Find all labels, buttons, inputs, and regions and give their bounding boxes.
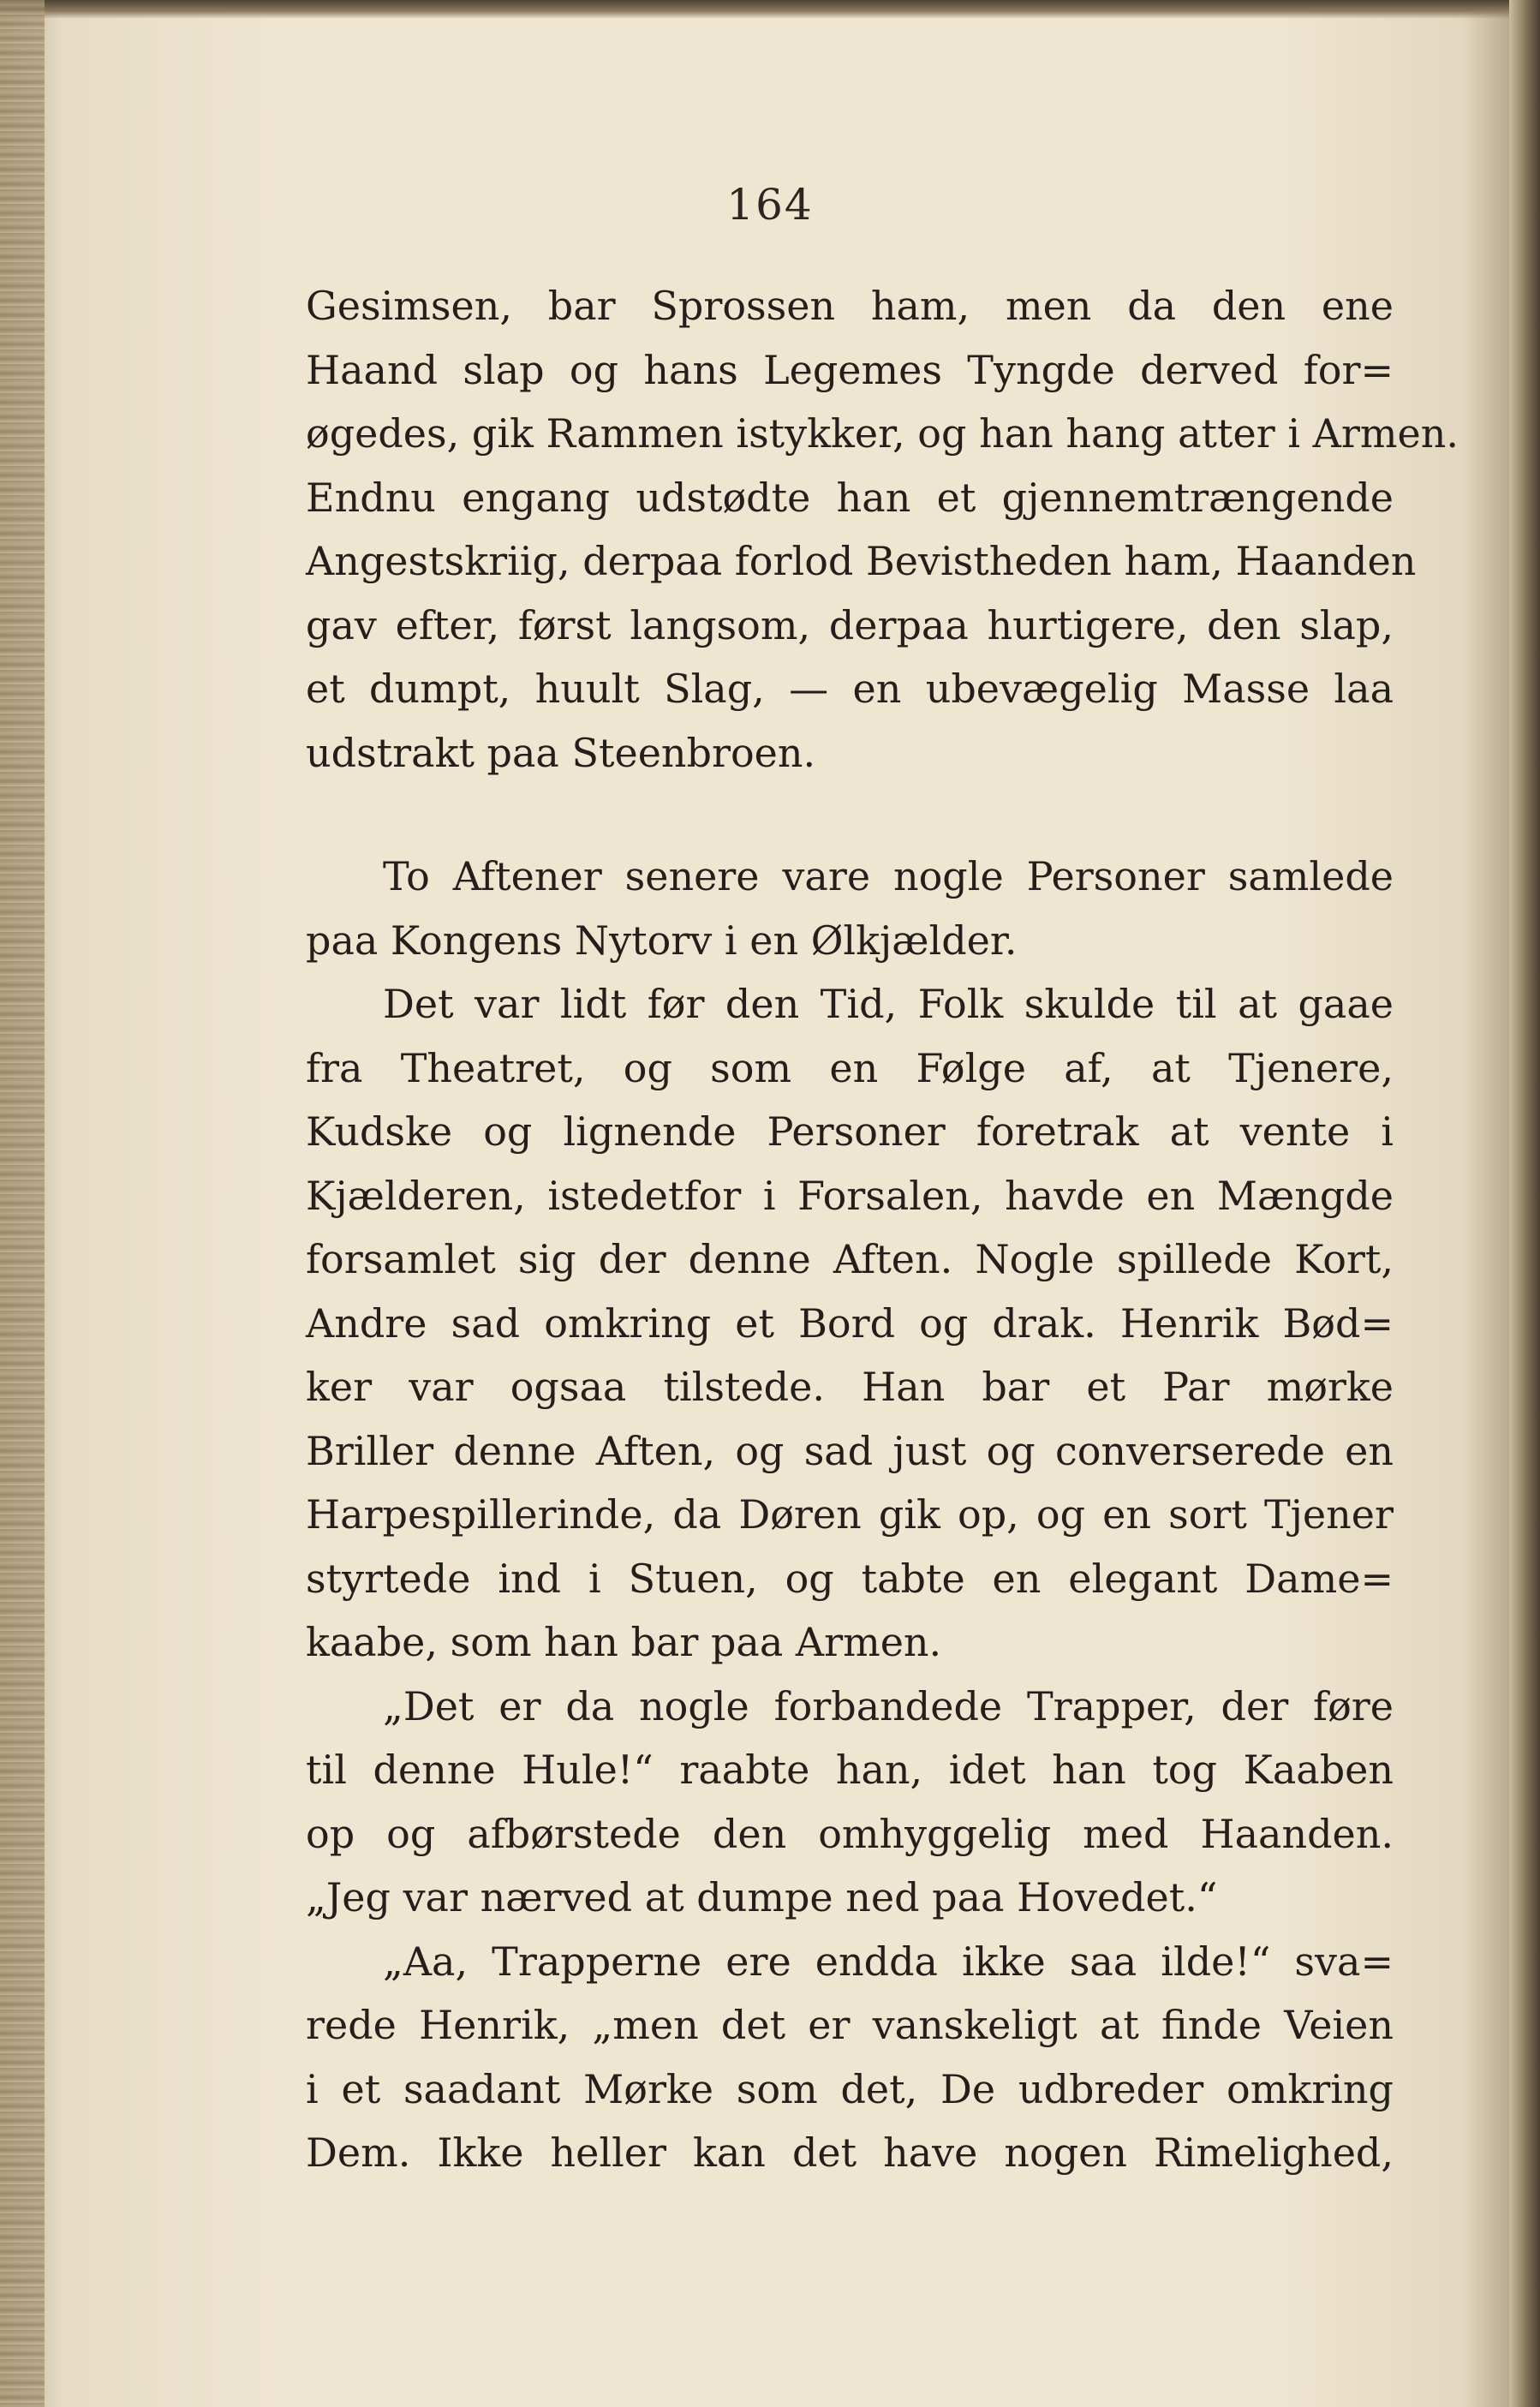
paragraph: [306, 845, 1394, 972]
text-line: Dem. Ikke heller kan det have nogen Rimelighed,: [306, 2129, 1394, 2176]
text-line: Det var lidt før den Tid, Folk skulde til at gaae: [383, 981, 1394, 1027]
paragraph: [306, 274, 1459, 785]
text-line: gav efter, først langsom, derpaa hurtigere, den slap,: [306, 601, 1394, 648]
text-line: styrtede ind i Stuen, og tabte en elegant Dame=: [306, 1555, 1394, 1602]
text-line: Harpespillerinde, da Døren gik op, og en sort Tjener: [306, 1491, 1394, 1538]
paragraph: [306, 1930, 1394, 2185]
page-top-edge: [0, 0, 1540, 19]
text-line: „Det er da nogle forbandede Trapper, der føre: [383, 1682, 1394, 1729]
text-line: øgedes, gik Rammen istykker, og han hang atter i Armen.: [306, 410, 1459, 457]
text-line: til denne Hule!“ raabte han, idet han tog Kaaben: [306, 1747, 1394, 1793]
text-line: Haand slap og hans Legemes Tyngde derved for=: [306, 346, 1394, 393]
text-line: Kjælderen, istedetfor i Forsalen, havde en Mængde: [306, 1172, 1394, 1219]
text-line: Endnu engang udstødte han et gjennemtrængende: [306, 474, 1394, 521]
text-line: To Aftener senere vare nogle Personer samlede: [383, 853, 1394, 899]
text-line: fra Theatret, og som en Følge af, at Tjenere,: [306, 1044, 1394, 1091]
text-line: kaabe, som han bar paa Armen.: [306, 1619, 942, 1665]
page-right-edge: [1509, 0, 1540, 2407]
text-line: Andre sad omkring et Bord og drak. Henrik Bød=: [306, 1299, 1394, 1347]
text-line: forsamlet sig der denne Aften. Nogle spillede Kort,: [306, 1236, 1394, 1282]
section-break: [306, 785, 1394, 845]
text-line: „Jeg var nærved at dumpe ned paa Hovedet.“: [306, 1874, 1218, 1920]
paragraph: [306, 972, 1394, 1675]
text-line: Briller denne Aften, og sad just og converserede en: [306, 1427, 1394, 1474]
text-line: Kudske og lignende Personer foretrak at vente i: [306, 1108, 1394, 1155]
text-line: Gesimsen, bar Sprossen ham, men da den ene: [306, 283, 1394, 329]
text-line: paa Kongens Nytorv i en Ølkjælder.: [306, 917, 1018, 964]
text-line: udstrakt paa Steenbroen.: [306, 729, 816, 776]
text-line: et dumpt, huult Slag, — en ubevægelig Masse laa: [306, 666, 1394, 712]
text-line: „Aa, Trapperne ere endda ikke saa ilde!“ sva=: [383, 1938, 1394, 1985]
text-line: ker var ogsaa tilstede. Han bar et Par mørke: [306, 1364, 1394, 1410]
text-line: rede Henrik, „men det er vanskeligt at finde Veien: [306, 2002, 1394, 2048]
paragraph: [306, 1675, 1394, 1930]
book-spine-edge: [0, 0, 45, 2407]
text-line: op og afbørstede den omhyggelig med Haanden.: [306, 1810, 1394, 1857]
text-line: Angestskriig, derpaa forlod Bevistheden ham, Haanden: [306, 538, 1417, 584]
text-line: i et saadant Mørke som det, De udbreder omkring: [306, 2065, 1394, 2112]
page-number: 164: [726, 180, 814, 230]
body-text: [306, 274, 1459, 2185]
